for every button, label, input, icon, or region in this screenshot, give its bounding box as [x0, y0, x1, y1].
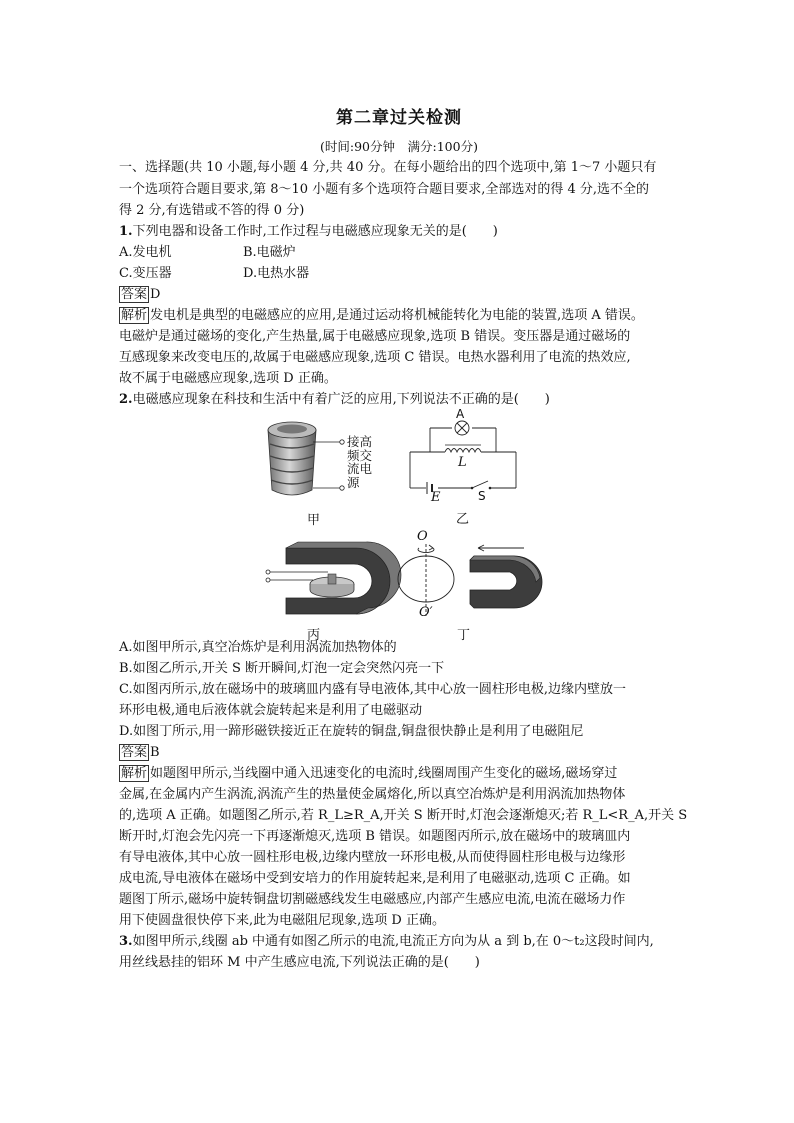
q2-option-d: D.如图丁所示,用一蹄形磁铁接近正在旋转的铜盘,铜盘很快静止是利用了电磁阻尼: [119, 724, 584, 739]
battery-label: E: [431, 490, 441, 505]
approach-arrow-icon: [478, 545, 524, 551]
q1-option-d: D.电热水器: [243, 266, 310, 281]
q2-analysis-line: 金属,在金属内产生涡流,涡流产生的热量使金属熔化,所以真空冶炼炉是利用涡流加热物体: [119, 787, 626, 802]
magnet-dish-figure: [258, 540, 408, 620]
label-char: 高: [359, 434, 373, 449]
q2-analysis-line: 断开时,灯泡会先闪亮一下再逐渐熄灭,选项 B 错误。如题图丙所示,放在磁场中的玻璃皿内: [119, 829, 631, 844]
circuit-figure: [402, 410, 532, 510]
q1-answer-value: D: [150, 287, 161, 302]
axis-bottom-label: O′: [419, 605, 433, 620]
q1-analysis-line: 故不属于电磁感应现象,选项 D 正确。: [119, 371, 337, 386]
q3-number: 3.: [119, 934, 133, 949]
axis-top-label: O: [417, 529, 428, 544]
q1-answer: [119, 285, 160, 305]
q1-analysis-line: 互感现象来改变电压的,故属于电磁感应现象,选项 C 错误。电热水器利用了电流的热效应,: [119, 350, 631, 365]
fig-label-jia: 甲: [307, 513, 321, 528]
q1-analysis-text: 发电机是典型的电磁感应的应用,是通过运动将机械能转化为电能的装置,选项 A 错误。: [150, 308, 644, 323]
label-char: 源: [347, 474, 360, 490]
q2-analysis-line: 用下使圆盘很快停下来,此为电磁阻尼现象,选项 D 正确。: [119, 913, 445, 928]
section-intro-line: 一、选择题(共 10 小题,每小题 4 分,共 40 分。在每小题给出的四个选项中,第 1～7 小题只有: [119, 160, 657, 175]
q3-stem: [119, 932, 654, 952]
q1-analysis-line: 电磁炉是通过磁场的变化,产生热量,属于电磁感应现象,选项 B 错误。变压器是通过磁场的: [119, 329, 631, 344]
q1-option-a: A.发电机: [119, 245, 172, 260]
inductor-label: L: [458, 455, 467, 470]
section-intro-line: 得 2 分,有选错或不答的得 0 分): [119, 203, 305, 218]
section-intro-line: 一个选项符合题目要求,第 8～10 小题有多个选项符合题目要求,全部选对的得 4 分,选不全的: [119, 182, 650, 197]
q2-option-c: C.如图丙所示,放在磁场中的玻璃皿内盛有导电液体,其中心放一圆柱形电极,边缘内壁放一: [119, 682, 627, 697]
q3-stem-text: 如图甲所示,线圈 ab 中通有如图乙所示的电流,电流正方向为从 a 到 b,在 0～t₂这段时间内,: [132, 934, 654, 949]
label-char: 频: [347, 447, 360, 463]
q2-analysis-line: [119, 764, 617, 784]
q2-stem-text: 电磁感应现象在科技和生活中有着广泛的应用,下列说法不正确的是( ): [132, 392, 550, 407]
q2-answer-value: B: [150, 745, 160, 760]
furnace-body: [268, 430, 316, 495]
analysis-label: 解析: [121, 766, 148, 781]
analysis-label: 解析: [121, 308, 148, 323]
answer-label: 答案: [121, 287, 148, 302]
q1-number: 1.: [119, 224, 133, 239]
label-char: 电: [359, 461, 373, 476]
q2-analysis-line: 题图丁所示,磁场中旋转铜盘切割磁感线发生电磁感应,内部产生感应电流,电流在磁场力作: [119, 892, 626, 907]
answer-label: 答案: [121, 745, 148, 760]
q2-option-c-cont: 环形电极,通电后液体就会旋转起来是利用了电磁驱动: [119, 703, 423, 718]
page-title: 第二章过关检测: [336, 108, 462, 128]
label-char: 交: [359, 447, 373, 463]
lamp-icon: [455, 421, 469, 435]
q2-option-b: B.如图乙所示,开关 S 断开瞬间,灯泡一定会突然闪亮一下: [119, 661, 445, 676]
q1-options-row: [119, 243, 296, 263]
furnace-charge: [277, 425, 307, 434]
q2-stem: [119, 390, 550, 410]
q2-analysis-text: 如题图甲所示,当线圈中通入迅速变化的电流时,线圈周围产生变化的磁场,磁场穿过: [150, 766, 618, 781]
fig-label-yi: 乙: [456, 512, 470, 527]
furnace-power-label: [347, 435, 377, 489]
inductor-icon: [445, 449, 481, 453]
q1-option-c: C.变压器: [119, 266, 172, 281]
q1-options-row: [119, 264, 309, 284]
q2-answer: [119, 743, 160, 763]
q2-analysis-line: 成电流,导电液体在磁场中受到安培力的作用旋转起来,是利用了电磁驱动,选项 C 正确。如: [119, 871, 631, 886]
terminal-icon: [340, 486, 344, 490]
q1-option-b: B.电磁炉: [243, 245, 296, 260]
fig-label-ding: 丁: [457, 628, 471, 643]
q3-stem-line: 用丝线悬挂的铝环 M 中产生感应电流,下列说法正确的是( ): [119, 955, 480, 970]
q1-stem-text: 下列电器和设备工作时,工作过程与电磁感应现象无关的是( ): [132, 224, 498, 239]
q1-stem: [119, 222, 498, 242]
terminal-icon: [340, 440, 344, 444]
switch-label: S: [478, 489, 486, 503]
label-char: 接: [347, 434, 360, 449]
label-char: 流: [347, 461, 360, 476]
q2-number: 2.: [119, 392, 133, 407]
page-subtitle: (时间:90分钟 满分:100分): [320, 139, 478, 154]
q2-analysis-line: 有导电液体,其中心放一圆柱形电极,边缘内壁放一环形电极,从而使得圆柱形电极与边缘形: [119, 850, 626, 865]
terminal-icon: [266, 578, 270, 582]
q2-analysis-line: 的,选项 A 正确。如题图乙所示,若 R_L≥R_A,开关 S 断开时,灯泡会逐渐熄灭;若 R_L<R_A,开关 S: [119, 808, 688, 823]
center-electrode: [328, 574, 336, 584]
fig-label-bing: 丙: [307, 628, 321, 643]
terminal-icon: [266, 570, 270, 574]
q1-analysis-line: [119, 306, 644, 326]
lamp-label: A: [456, 407, 465, 421]
q2-option-a: A.如图甲所示,真空冶炼炉是利用涡流加热物体的: [119, 640, 397, 655]
